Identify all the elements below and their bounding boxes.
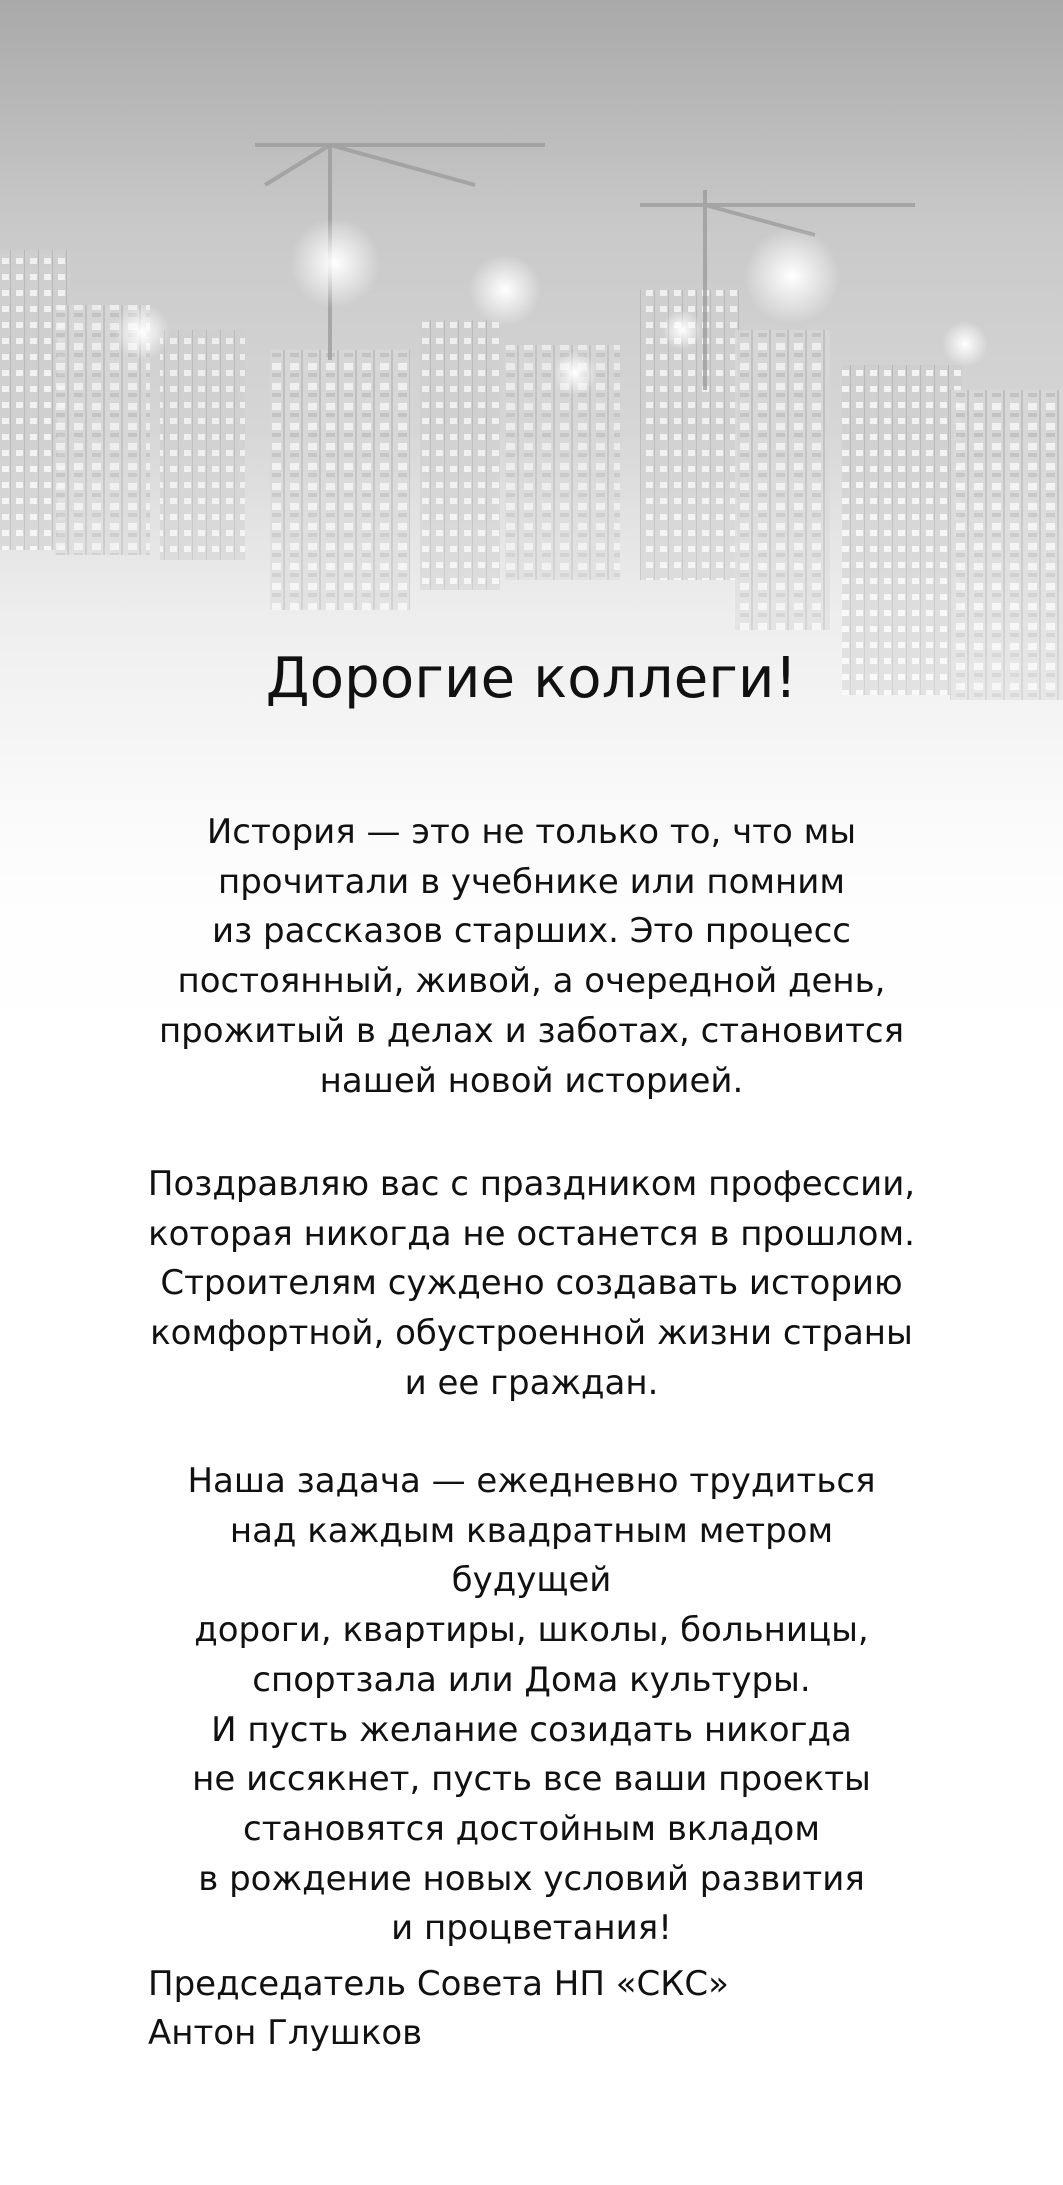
- wishes-paragraph: Наша задача — ежедневно трудиться над каждым квадратным метром будущей дороги, квартиры, школы, больницы, спортзала или Дома культуры. И пусть желание созидать никогда не иссякнет, пусть все ваши проекты становятся достойным вкладом в рождение новых условий развития и процветания!: [187, 1461, 876, 1949]
- history-paragraph: История — это не только то, что мы прочитали в учебнике или помним из рассказов старших. Это процесс постоянный, живой, а очередной день, прожитый в делах и заботах, становится нашей новой историей.: [158, 812, 905, 1101]
- signature-block: Председатель Совета НП «СКС» Антон Глушков: [148, 1964, 729, 2053]
- congratulations-paragraph: Поздравляю вас с праздником профессии, которая никогда не останется в прошлом. Строителям суждено создавать историю комфортной, обустроенной жизни страны и ее граждан.: [147, 1164, 916, 1403]
- page-title: Дорогие коллеги!: [265, 646, 798, 711]
